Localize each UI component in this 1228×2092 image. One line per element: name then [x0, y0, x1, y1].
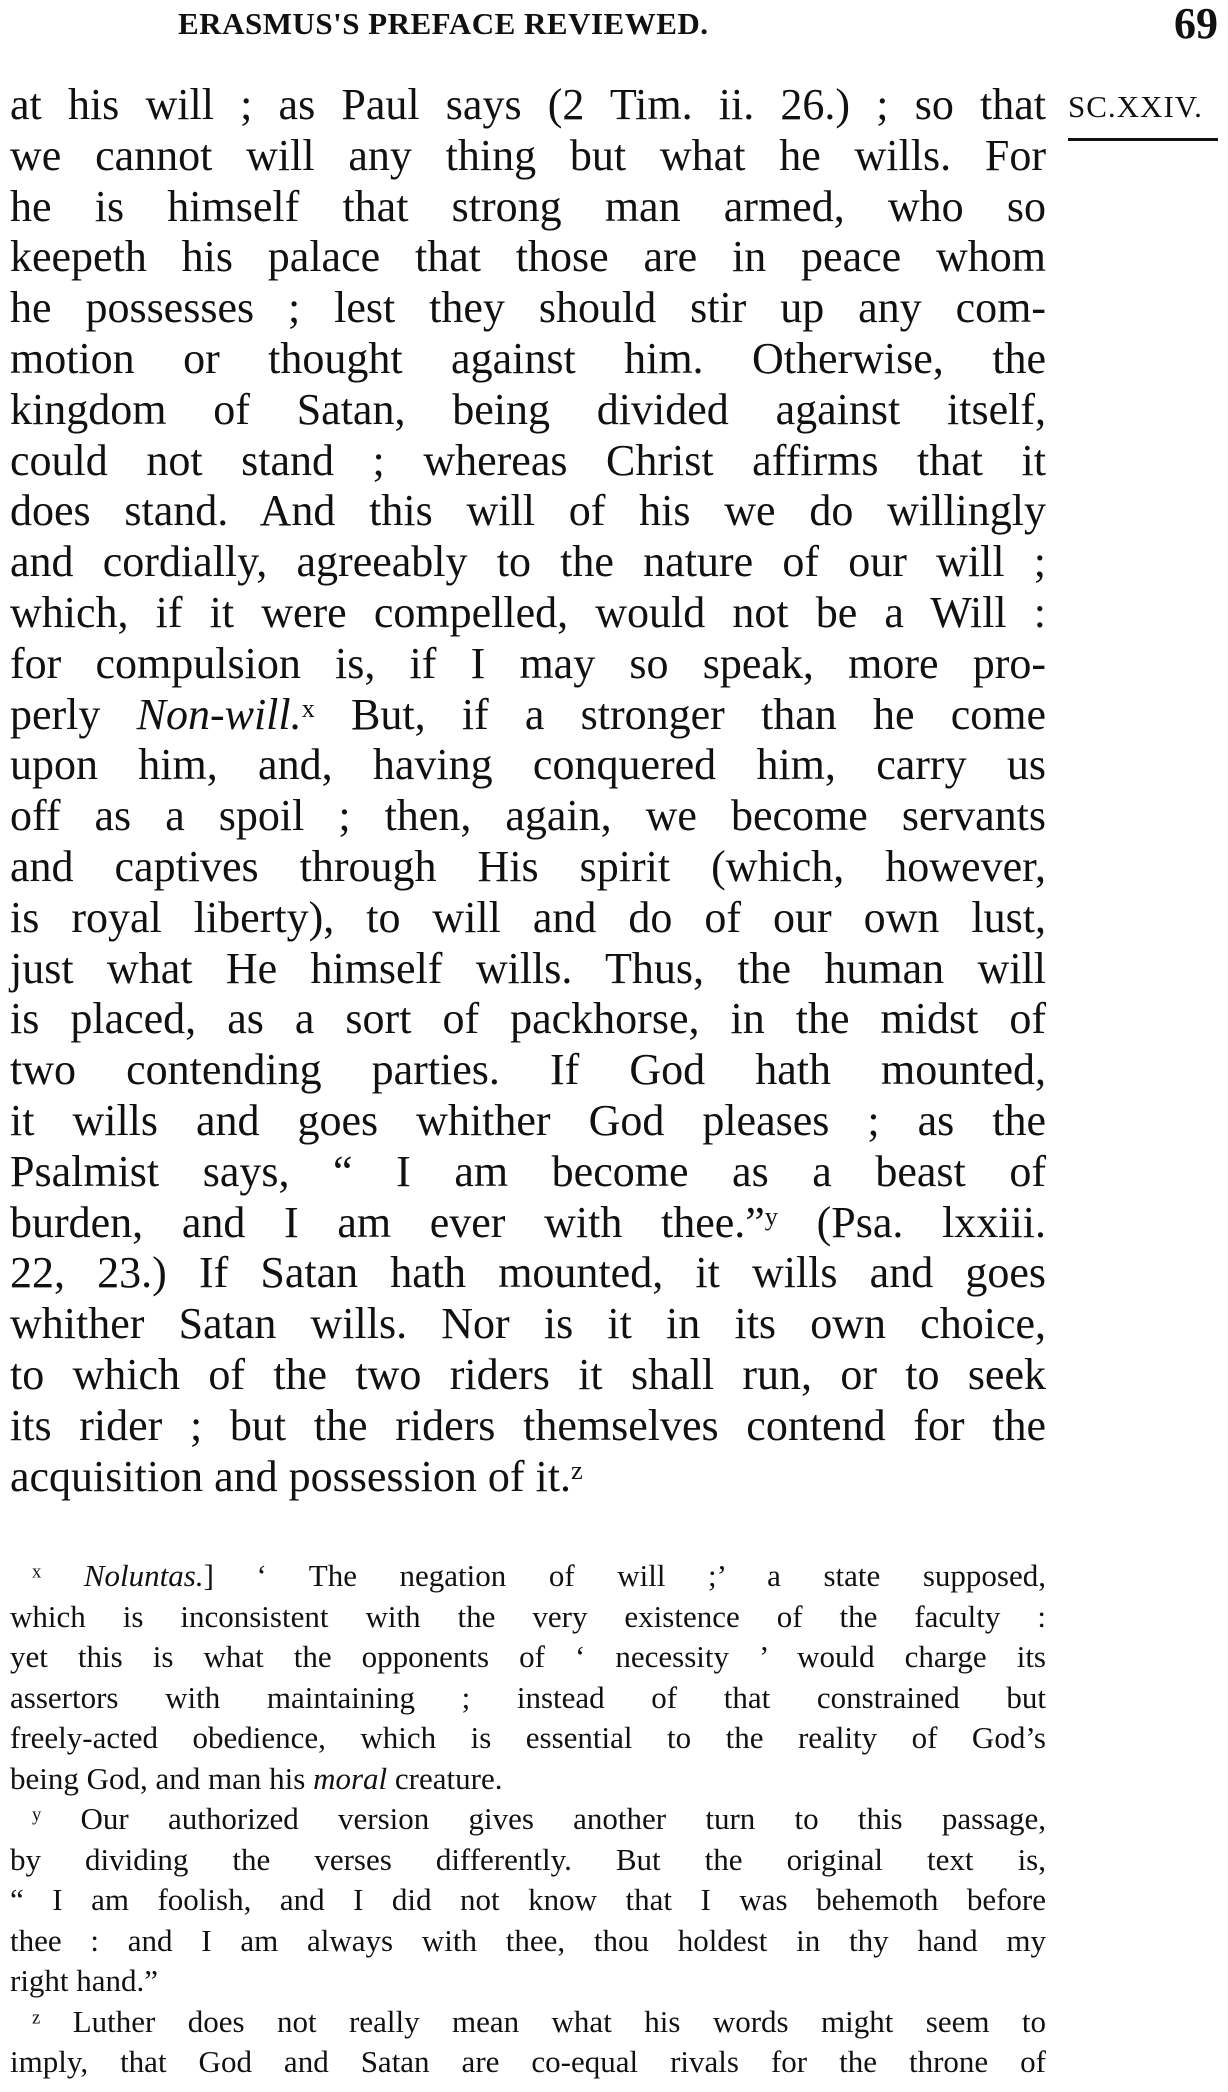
margin-rule-divider — [1068, 138, 1218, 141]
italic-text: Non-will. — [136, 689, 302, 739]
body-line — [10, 1198, 1046, 1249]
body-line: and captives through His spirit (which, however, — [10, 841, 1046, 891]
footnote-line — [10, 1799, 1046, 1840]
footnote-line: right hand.” — [10, 1963, 159, 1998]
body-line: it wills and goes whither God pleases ; as the — [10, 1095, 1046, 1145]
body-line: to which of the two riders it shall run, or to seek — [10, 1349, 1046, 1399]
body-line — [10, 1452, 1046, 1503]
body-line: which, if it were compelled, would not be a Will : — [10, 587, 1046, 637]
body-line: kingdom of Satan, being divided against itself, — [10, 384, 1046, 434]
footnote-line — [10, 1759, 1046, 1800]
body-line: two contending parties. If God hath mounted, — [10, 1045, 1046, 1095]
running-head — [0, 0, 1228, 48]
body-line: is placed, as a sort of packhorse, in the midst of — [10, 994, 1046, 1044]
section-label: SC.XXIV. — [1068, 89, 1203, 124]
footnote-line: assertors with maintaining ; instead of that constrained but — [10, 1679, 1046, 1715]
body-line: motion or thought against him. Otherwise, the — [10, 333, 1046, 383]
text-run: perly — [10, 689, 137, 739]
footnote-line — [10, 2002, 1046, 2043]
text-run: being God, and man his — [10, 1760, 314, 1796]
footnote-line: “ I am foolish, and I did not know that I was behemoth before — [10, 1882, 1046, 1917]
italic-text: moral — [313, 1760, 388, 1796]
footnote-x — [10, 1556, 1046, 1799]
footnote-y — [10, 1799, 1046, 2002]
body-line: keepeth his palace that those are in peace whom — [10, 232, 1046, 282]
footnote-line — [10, 1556, 1046, 1597]
running-title: ERASMUS'S PREFACE REVIEWED. — [178, 6, 709, 41]
footnote-line: by dividing the verses differently. But the original text is, — [10, 1841, 1046, 1877]
footnote-marker: y — [32, 1804, 42, 1826]
body-text — [10, 80, 1046, 1502]
text-run: (Psa. lxxiii. — [778, 1197, 1046, 1247]
body-line: could not stand ; whereas Christ affirms that it — [10, 435, 1046, 485]
body-line: upon him, and, having conquered him, carry us — [10, 740, 1046, 790]
footnote-ref-marker: z — [570, 1454, 583, 1485]
body-line: is royal liberty), to will and do of our own lust, — [10, 892, 1046, 942]
text-run: acquisition and possession of it. — [10, 1451, 571, 1501]
footnote-ref-marker: x — [301, 692, 315, 723]
body-line: we cannot will any thing but what he wills. For — [10, 130, 1046, 180]
footnote-line: freely-acted obedience, which is essential to the reality of God’s — [10, 1720, 1046, 1755]
page-number: 69 — [1174, 0, 1218, 48]
footnote-line: which is inconsistent with the very existence of the faculty : — [10, 1598, 1046, 1634]
body-line: 22, 23.) If Satan hath mounted, it wills and goes — [10, 1248, 1046, 1298]
text-run: Luther does not really mean what his words might seem to — [72, 2003, 1047, 2039]
body-line: its rider ; but the riders themselves contend for the — [10, 1400, 1046, 1450]
body-line: he is himself that strong man armed, who so — [10, 181, 1046, 231]
text-run: burden, and I am ever with thee.” — [10, 1197, 765, 1247]
footnote-marker: x — [32, 1561, 42, 1583]
body-line: off as a spoil ; then, again, we become servants — [10, 791, 1046, 841]
body-line: and cordially, agreeably to the nature of our will ; — [10, 537, 1046, 587]
footnote-line: imply, that God and Satan are co-equal rivals for the throne of — [10, 2044, 1046, 2079]
footnote-line: yet this is what the opponents of ‘ necessity ’ would charge its — [10, 1639, 1046, 1674]
footnote-line: thee : and I am always with thee, thou holdest in thy hand my — [10, 1922, 1046, 1958]
body-line: for compulsion is, if I may so speak, more pro- — [10, 638, 1046, 688]
text-run: But, if a stronger than he come — [314, 689, 1046, 739]
footnote-marker: z — [32, 2007, 41, 2029]
body-line: whither Satan wills. Nor is it in its own choice, — [10, 1299, 1046, 1349]
body-line: at his will ; as Paul says (2 Tim. ii. 26.) ; so that — [10, 80, 1046, 129]
body-line: just what He himself wills. Thus, the human will — [10, 943, 1046, 993]
body-line: Psalmist says, “ I am become as a beast of — [10, 1146, 1046, 1196]
text-run: ] ‘ The negation of will ;’ a state supposed, — [203, 1558, 1046, 1593]
body-line: does stand. And this will of his we do willingly — [10, 486, 1046, 536]
text-run: creature. — [387, 1760, 503, 1796]
body-line — [10, 690, 1046, 741]
italic-text: Noluntas. — [83, 1558, 204, 1593]
margin-note — [1068, 82, 1220, 141]
body-line: he possesses ; lest they should stir up any com- — [10, 283, 1046, 333]
footnote-z — [10, 2002, 1046, 2083]
footnote-ref-marker: y — [764, 1200, 778, 1231]
text-run — [84, 1558, 1046, 1593]
text-run: Our authorized version gives another turn to this passage, — [80, 1801, 1047, 1836]
footnotes — [10, 1556, 1046, 2083]
